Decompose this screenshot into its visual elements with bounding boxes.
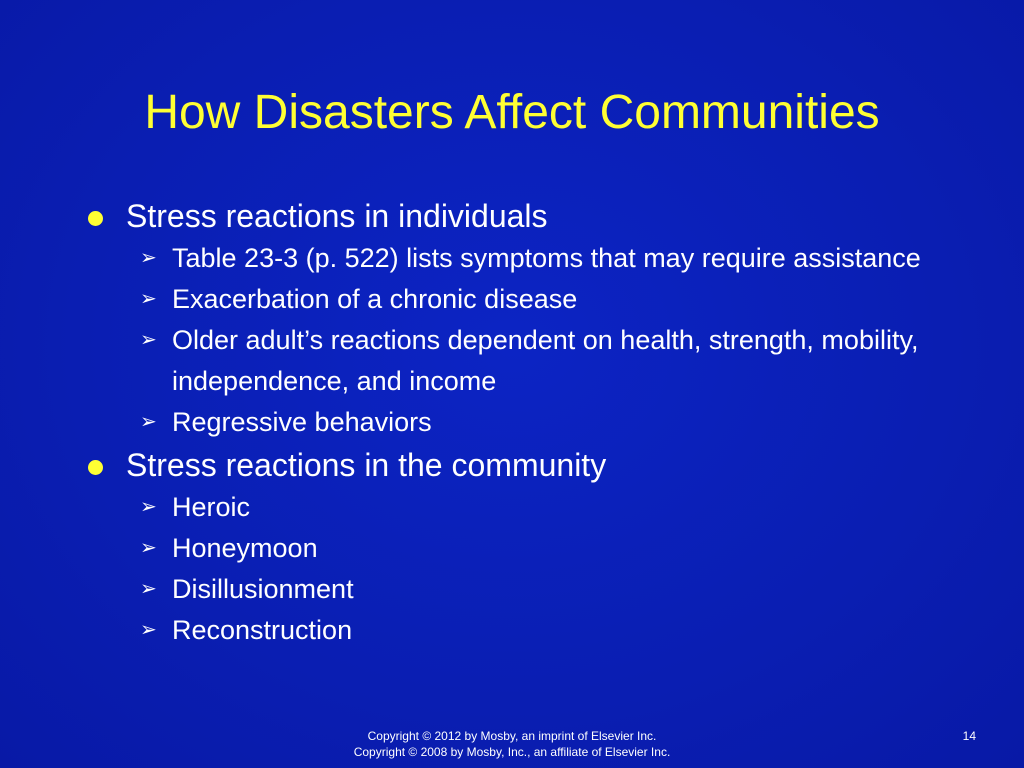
sub-bullet-text: Heroic: [172, 492, 251, 522]
sub-bullet-text: Reconstruction: [172, 615, 353, 645]
bullet-text: Stress reactions in individuals: [126, 198, 548, 234]
arrow-bullet-icon: ➢: [140, 288, 157, 310]
sub-bullet-item: [88, 569, 988, 610]
slide-title: How Disasters Affect Communities: [144, 86, 880, 139]
arrow-bullet-icon: ➢: [140, 247, 157, 269]
sub-bullet-item: [88, 487, 988, 528]
copyright-footer: [0, 728, 1024, 760]
sub-bullet-list: [88, 238, 988, 443]
arrow-bullet-icon: ➢: [140, 578, 157, 600]
sub-bullet-text: Disillusionment: [172, 574, 354, 604]
sub-bullet-item: [88, 402, 988, 443]
bullet-text: Stress reactions in the community: [126, 447, 607, 483]
bullet-dot-icon: [88, 211, 103, 226]
bullet-item: [88, 194, 988, 238]
sub-bullet-text: Regressive behaviors: [172, 407, 432, 437]
bullet-dot-icon: [88, 460, 103, 475]
arrow-bullet-icon: ➢: [140, 537, 157, 559]
sub-bullet-text: Honeymoon: [172, 533, 318, 563]
sub-bullet-list: [88, 487, 988, 651]
sub-bullet-item: [88, 238, 988, 279]
arrow-bullet-icon: ➢: [140, 329, 157, 351]
bullet-list: [88, 194, 988, 651]
slide-number: 14: [962, 729, 976, 743]
copyright-line: Copyright © 2008 by Mosby, Inc., an affiliate of Elsevier Inc.: [353, 745, 671, 759]
sub-bullet-item: [88, 610, 988, 651]
arrow-bullet-icon: ➢: [140, 496, 157, 518]
arrow-bullet-icon: ➢: [140, 619, 157, 641]
sub-bullet-text: Older adult’s reactions dependent on health, strength, mobility, independence, and income: [172, 325, 919, 396]
bullet-item: [88, 443, 988, 487]
sub-bullet-item: [88, 279, 988, 320]
sub-bullet-text: Table 23-3 (p. 522) lists symptoms that may require assistance: [172, 243, 921, 273]
sub-bullet-text: Exacerbation of a chronic disease: [172, 284, 578, 314]
sub-bullet-item: [88, 528, 988, 569]
arrow-bullet-icon: ➢: [140, 411, 157, 433]
sub-bullet-item: [88, 320, 988, 402]
copyright-line: Copyright © 2012 by Mosby, an imprint of Elsevier Inc.: [367, 729, 657, 743]
